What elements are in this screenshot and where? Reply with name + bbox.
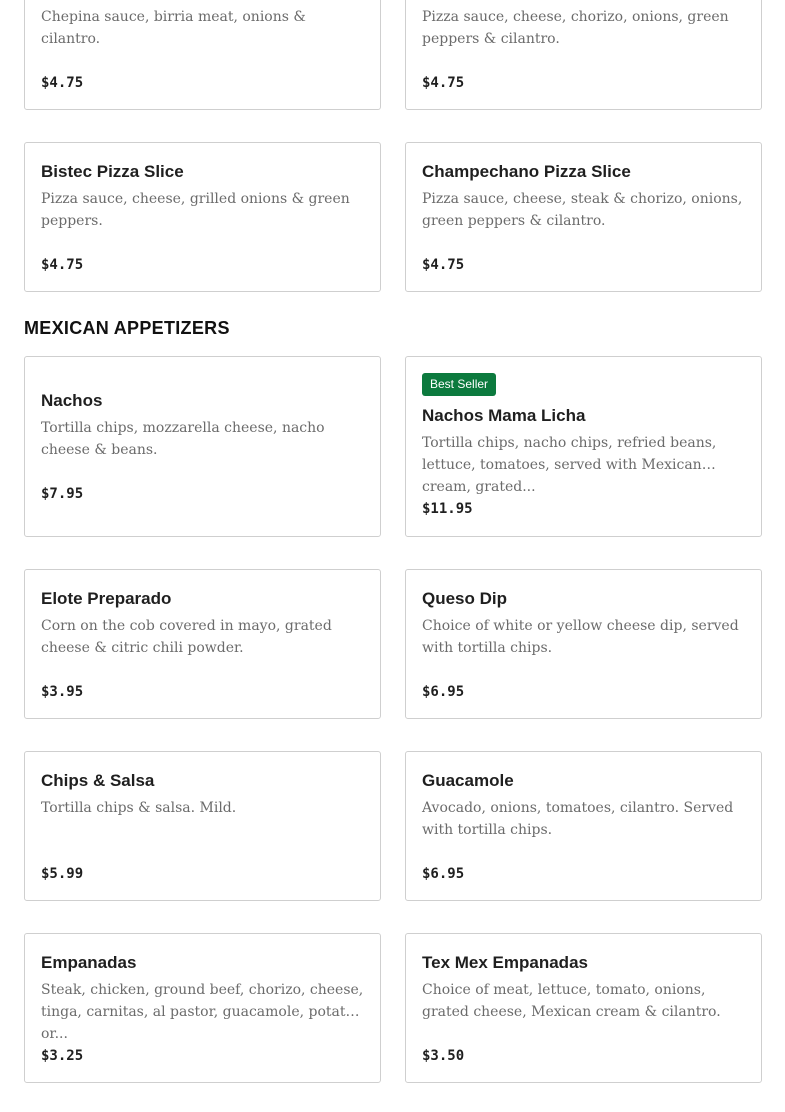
item-title: Chips & Salsa: [41, 771, 155, 790]
item-price: $4.75: [41, 257, 84, 273]
item-title: Tex Mex Empanadas: [422, 953, 588, 972]
item-title: Nachos Mama Licha: [422, 406, 586, 425]
item-description: Steak, chicken, ground beef, chorizo, cheese, tinga, carnitas, al pastor, guacamole, potato or...: [41, 982, 364, 1042]
best-seller-badge: Best Seller: [422, 373, 496, 396]
item-price: $4.75: [422, 75, 465, 91]
menu-item-card-nachos-mama-licha[interactable]: [405, 356, 762, 537]
item-price: $6.95: [422, 866, 465, 882]
menu-item-card-bistec-pizza-slice[interactable]: [24, 142, 381, 292]
item-title: Nachos: [41, 391, 103, 410]
item-description: Tortilla chips, mozzarella cheese, nacho cheese & beans.: [41, 420, 325, 458]
item-price: $5.99: [41, 866, 84, 882]
item-description: Pizza sauce, cheese, chorizo, onions, green peppers & cilantro.: [422, 9, 729, 47]
menu-item-card-nachos[interactable]: [24, 356, 381, 537]
menu-item-card-chorizo-pizza[interactable]: [405, 0, 762, 110]
item-description: Pizza sauce, cheese, steak & chorizo, onions, green peppers & cilantro.: [422, 191, 743, 229]
menu-item-card-guacamole[interactable]: [405, 751, 762, 901]
item-price: $4.75: [422, 257, 465, 273]
item-description: Choice of meat, lettuce, tomato, onions, grated cheese, Mexican cream & cilantro.: [422, 982, 721, 1020]
section-heading-mexican-appetizers: MEXICAN APPETIZERS: [24, 318, 230, 338]
item-price: $11.95: [422, 501, 473, 517]
item-title: Guacamole: [422, 771, 514, 790]
item-price: $6.95: [422, 684, 465, 700]
item-description: Tortilla chips, nacho chips, refried beans, lettuce, tomatoes, served with Mexican cream, grated...: [422, 435, 717, 495]
menu-item-card-elote-preparado[interactable]: [24, 569, 381, 719]
item-price: $4.75: [41, 75, 84, 91]
item-description: Choice of white or yellow cheese dip, served with tortilla chips.: [422, 618, 739, 656]
item-price: $7.95: [41, 486, 84, 502]
menu-item-card-tex-mex-empanadas[interactable]: [405, 933, 762, 1083]
menu-item-card-chips-and-salsa[interactable]: [24, 751, 381, 901]
item-title: Bistec Pizza Slice: [41, 162, 184, 181]
menu-item-card-queso-dip[interactable]: [405, 569, 762, 719]
item-description: Tortilla chips & salsa. Mild.: [41, 800, 237, 816]
item-price: $3.50: [422, 1048, 465, 1064]
item-description: Corn on the cob covered in mayo, grated cheese & citric chili powder.: [41, 618, 332, 656]
item-title: Champechano Pizza Slice: [422, 162, 631, 181]
item-description: Avocado, onions, tomatoes, cilantro. Served with tortilla chips.: [422, 800, 734, 838]
item-description: Pizza sauce, cheese, grilled onions & green peppers.: [41, 191, 350, 229]
item-title: Queso Dip: [422, 589, 508, 608]
item-price: $3.95: [41, 684, 84, 700]
item-price: $3.25: [41, 1048, 84, 1064]
menu-item-card-birria-pizza[interactable]: [24, 0, 381, 110]
item-title: Elote Preparado: [41, 589, 172, 608]
menu-item-card-champechano-pizza-slice[interactable]: [405, 142, 762, 292]
menu-item-card-empanadas[interactable]: [24, 933, 381, 1083]
item-title: Empanadas: [41, 953, 137, 972]
item-description: Chepina sauce, birria meat, onions & cilantro.: [41, 9, 306, 47]
